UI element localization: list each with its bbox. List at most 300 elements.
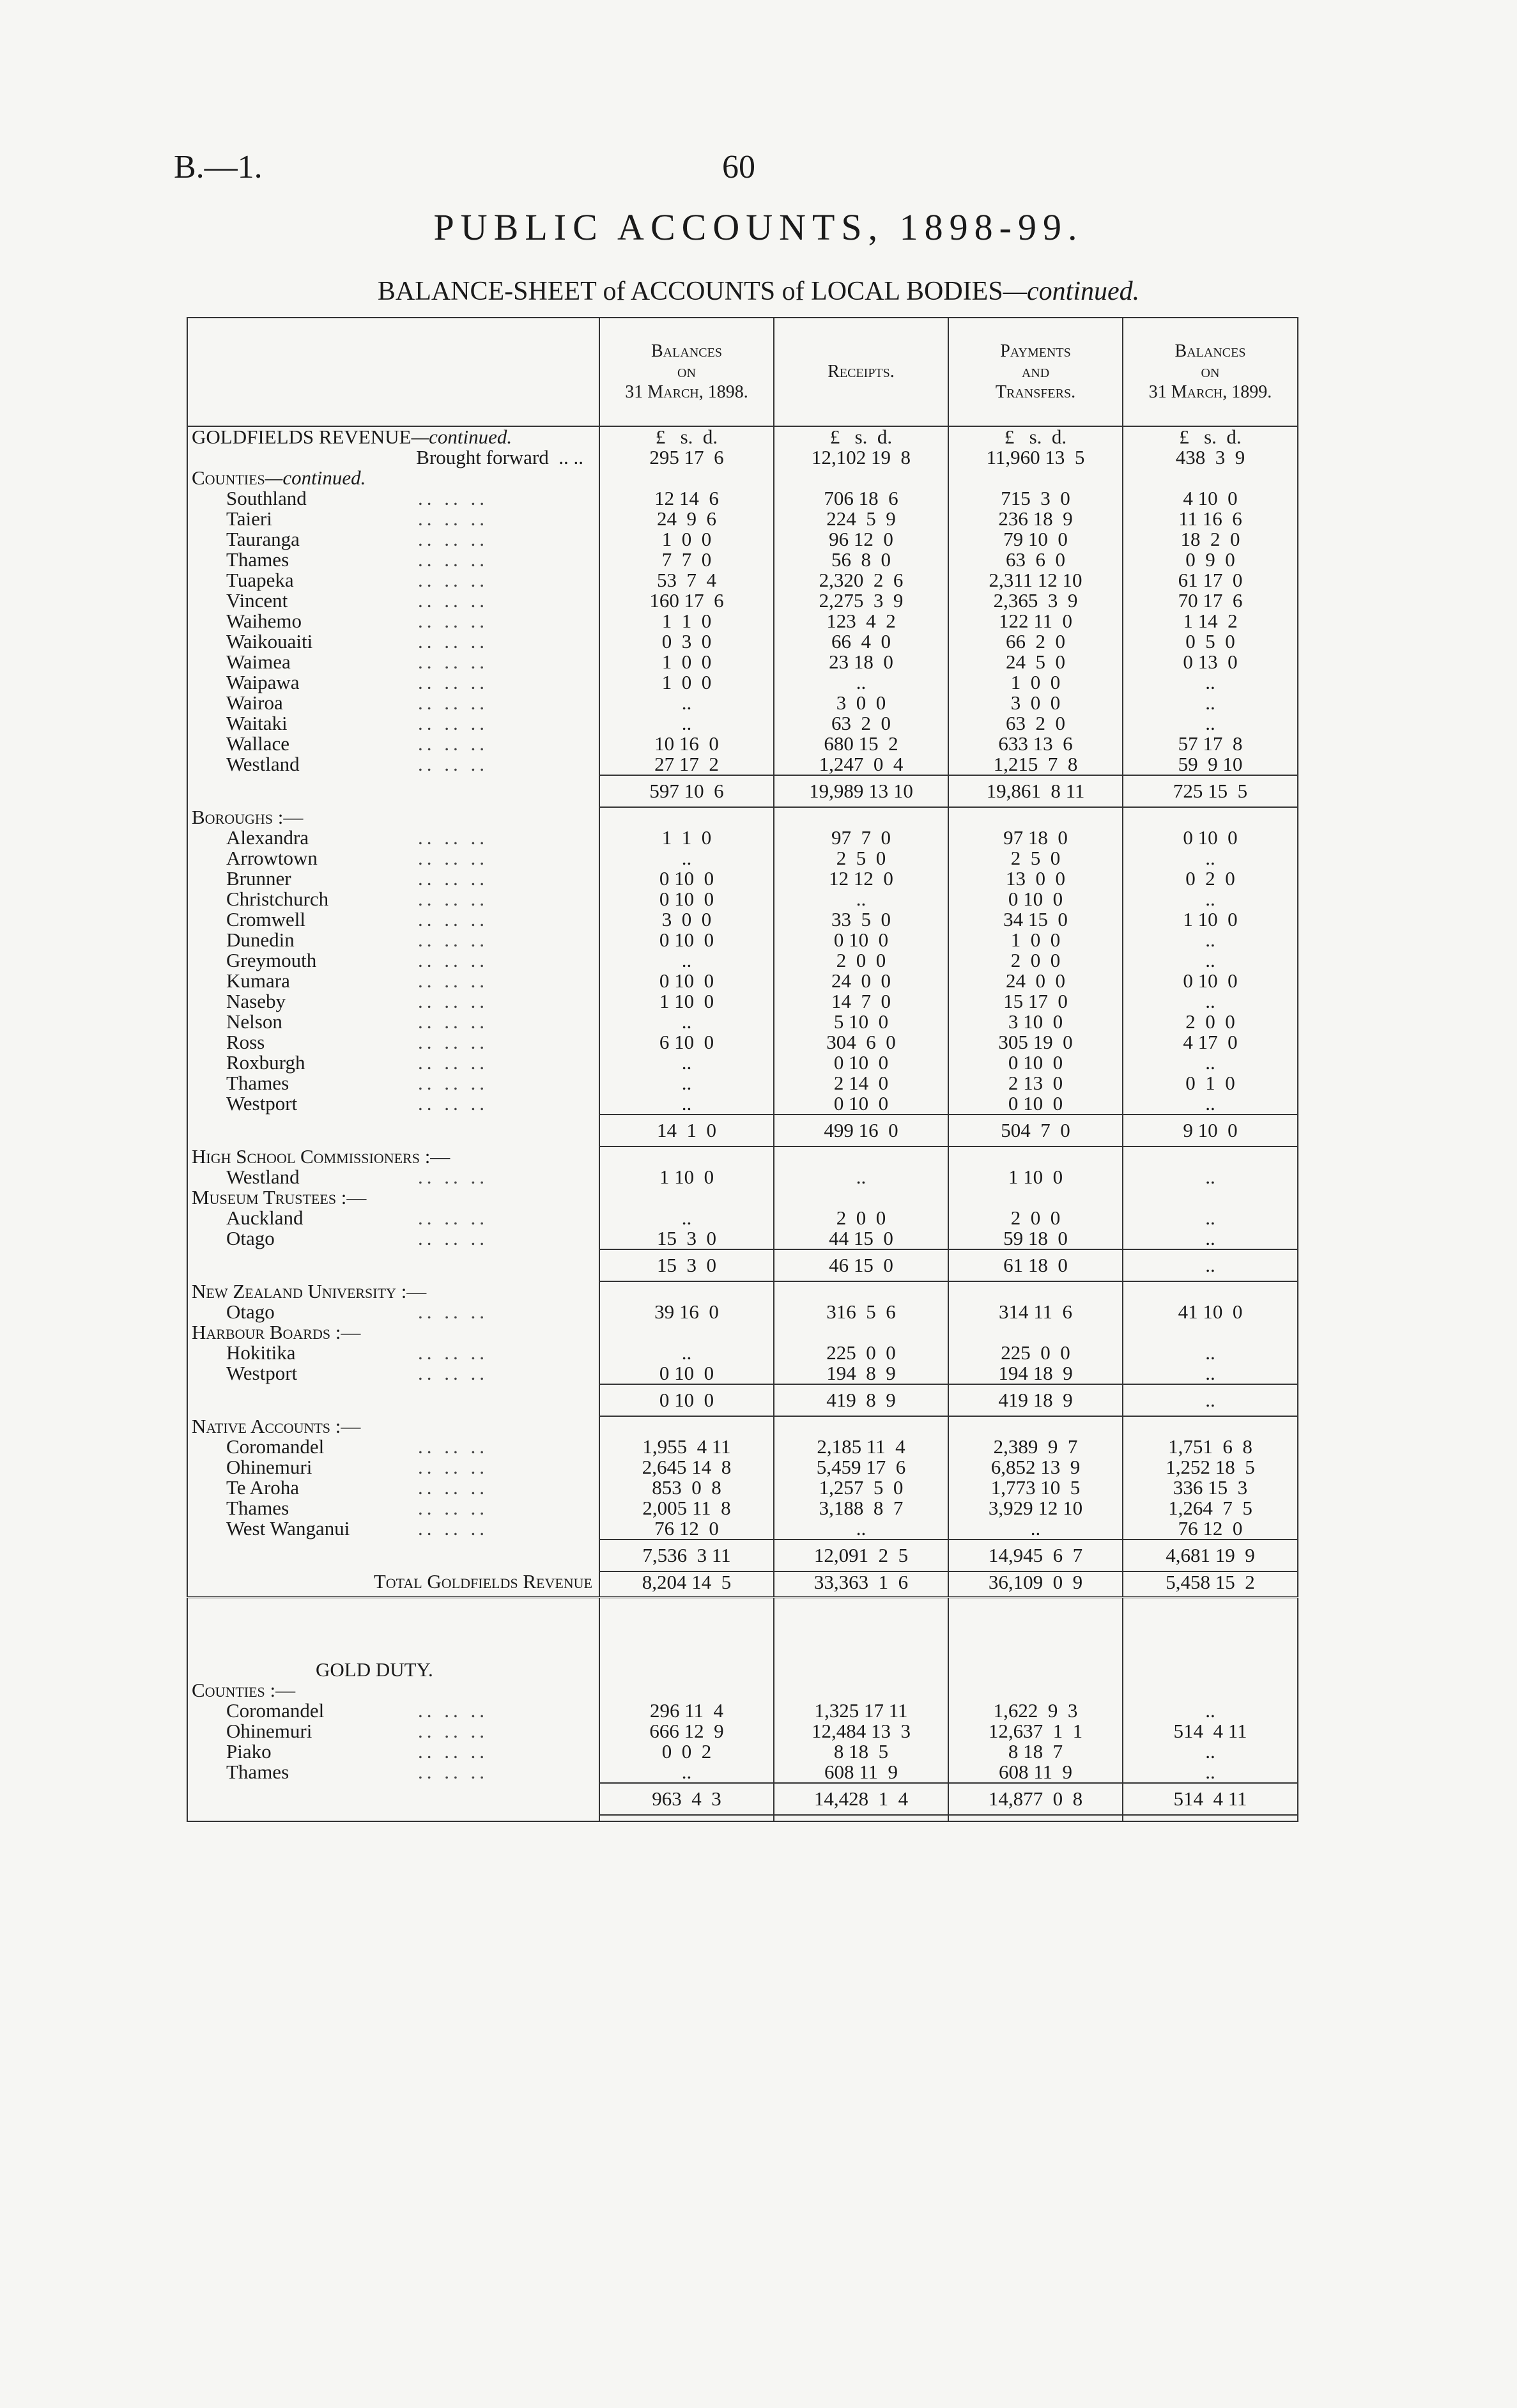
- empty-cell: [187, 1384, 599, 1416]
- value-cell: 53 7 4: [599, 570, 774, 590]
- entity-name: Tauranga: [226, 528, 300, 550]
- entity-name: Taieri: [226, 507, 272, 530]
- empty-cell: [599, 1598, 774, 1681]
- value-cell: 225 0 0: [948, 1343, 1123, 1363]
- value-cell: 0 10 0: [599, 1363, 774, 1384]
- empty-cell: [948, 807, 1123, 828]
- empty-cell: [774, 1281, 948, 1302]
- leader-dots: .. .. ..: [418, 569, 488, 591]
- row-label: [187, 488, 599, 509]
- table-row: [187, 672, 1298, 693]
- table-row: [187, 550, 1298, 570]
- value-cell: 3,188 8 7: [774, 1498, 948, 1518]
- empty-cell: [774, 1416, 948, 1437]
- empty-cell: [599, 1322, 774, 1343]
- value-cell: 1 10 0: [599, 1167, 774, 1187]
- value-cell: 11 16 6: [1123, 509, 1298, 529]
- leader-dots: .. .. ..: [418, 548, 488, 571]
- leader-dots: .. .. ..: [418, 753, 488, 775]
- entity-name: Wairoa: [226, 691, 283, 714]
- entity-name: Te Aroha: [226, 1476, 300, 1499]
- value-cell: ..: [1123, 1167, 1298, 1187]
- value-cell: 97 18 0: [948, 828, 1123, 848]
- value-cell: 24 0 0: [948, 971, 1123, 991]
- value-cell: 0 5 0: [1123, 631, 1298, 652]
- empty-cell: [948, 468, 1123, 488]
- value-cell: 12 14 6: [599, 488, 774, 509]
- value-cell: 123 4 2: [774, 611, 948, 631]
- leader-dots: .. .. ..: [418, 1300, 488, 1323]
- empty-cell: [774, 1322, 948, 1343]
- value-cell: 12,637 1 1: [948, 1721, 1123, 1741]
- entity-name: Waikouaiti: [226, 630, 313, 652]
- subtotal-cell: 14,428 1 4: [774, 1783, 948, 1815]
- value-cell: 2 0 0: [774, 1208, 948, 1228]
- value-cell: ..: [1123, 1228, 1298, 1249]
- row-label: [187, 1478, 599, 1498]
- value-cell: 236 18 9: [948, 509, 1123, 529]
- leader-dots: .. .. ..: [418, 1341, 488, 1364]
- leader-dots: .. .. ..: [418, 1227, 488, 1249]
- leader-dots: .. .. ..: [418, 990, 488, 1012]
- value-cell: ..: [599, 1012, 774, 1032]
- leader-dots: .. .. ..: [418, 651, 488, 673]
- table-row: [187, 909, 1298, 930]
- subtotal-cell: 19,989 13 10: [774, 775, 948, 807]
- subtotal-cell: 0 10 0: [599, 1384, 774, 1416]
- empty-cell: [1123, 1322, 1298, 1343]
- value-cell: 336 15 3: [1123, 1478, 1298, 1498]
- value-cell: 24 9 6: [599, 509, 774, 529]
- value-cell: ..: [599, 848, 774, 868]
- row-label: [187, 889, 599, 909]
- value-cell: 0 2 0: [1123, 868, 1298, 889]
- table-row: [187, 828, 1298, 848]
- value-cell: 1 10 0: [948, 1167, 1123, 1187]
- value-cell: 0 10 0: [774, 1093, 948, 1115]
- entity-name: Waihemo: [226, 610, 302, 632]
- balance-sheet-table: [187, 317, 1298, 1822]
- value-cell: 2,365 3 9: [948, 590, 1123, 611]
- subtotal-cell: 14,945 6 7: [948, 1540, 1123, 1571]
- value-cell: 0 3 0: [599, 631, 774, 652]
- empty-cell: [948, 1598, 1123, 1681]
- value-cell: ..: [774, 1518, 948, 1540]
- group-heading-row: [187, 1187, 1298, 1208]
- leader-dots: .. .. ..: [418, 487, 488, 509]
- header-receipts: Receipts.: [774, 318, 948, 426]
- value-cell: ..: [1123, 1363, 1298, 1384]
- leader-dots: .. .. ..: [418, 507, 488, 530]
- value-cell: 1 10 0: [1123, 909, 1298, 930]
- empty-cell: [599, 1416, 774, 1437]
- leader-dots: .. .. ..: [418, 908, 488, 930]
- subtotal-cell: 597 10 6: [599, 775, 774, 807]
- value-cell: ..: [599, 1093, 774, 1115]
- subtotal-cell: 15 3 0: [599, 1249, 774, 1281]
- table-row: [187, 1053, 1298, 1073]
- grand-total-cell: 33,363 1 6: [774, 1571, 948, 1593]
- leader-dots: .. .. ..: [418, 1051, 488, 1074]
- page-number: 60: [722, 149, 755, 185]
- value-cell: ..: [774, 1167, 948, 1187]
- leader-dots: .. .. ..: [418, 1362, 488, 1384]
- value-cell: 14 7 0: [774, 991, 948, 1012]
- entity-name: Auckland: [226, 1207, 304, 1229]
- value-cell: 2,185 11 4: [774, 1437, 948, 1457]
- value-cell: 2,645 14 8: [599, 1457, 774, 1478]
- entity-name: Christchurch: [226, 888, 329, 910]
- page-subtitle: [0, 276, 1517, 307]
- gold-duty-heading: GOLD DUTY.: [187, 1598, 599, 1681]
- row-label: [187, 1012, 599, 1032]
- table-row: [187, 611, 1298, 631]
- value-cell: ..: [1123, 672, 1298, 693]
- value-cell: ..: [1123, 848, 1298, 868]
- row-label: [187, 652, 599, 672]
- entity-name: Thames: [226, 1497, 289, 1519]
- value-cell: ..: [599, 1073, 774, 1093]
- value-cell: 2,389 9 7: [948, 1437, 1123, 1457]
- table-row: [187, 590, 1298, 611]
- entity-name: Westport: [226, 1362, 298, 1384]
- leader-dots: .. .. ..: [418, 1092, 488, 1115]
- value-cell: 2,311 12 10: [948, 570, 1123, 590]
- table-row: [187, 950, 1298, 971]
- group-heading: Harbour Boards :—: [187, 1322, 599, 1343]
- value-cell: 0 10 0: [774, 930, 948, 950]
- leader-dots: .. .. ..: [418, 528, 488, 550]
- table-row: [187, 529, 1298, 550]
- value-cell: ..: [1123, 693, 1298, 713]
- table-row: [187, 991, 1298, 1012]
- value-cell: 18 2 0: [1123, 529, 1298, 550]
- value-cell: 27 17 2: [599, 754, 774, 775]
- group-heading-row: [187, 1680, 1298, 1701]
- value-cell: 1 0 0: [948, 930, 1123, 950]
- group-heading: Museum Trustees :—: [187, 1187, 599, 1208]
- value-cell: ..: [1123, 1208, 1298, 1228]
- row-label: [187, 550, 599, 570]
- value-cell: 76 12 0: [599, 1518, 774, 1540]
- entity-name: Waipawa: [226, 671, 300, 693]
- value-cell: 15 17 0: [948, 991, 1123, 1012]
- table-row: [187, 1032, 1298, 1053]
- value-cell: 2 0 0: [774, 950, 948, 971]
- entity-name: Ohinemuri: [226, 1456, 312, 1478]
- leader-dots: .. .. ..: [418, 691, 488, 714]
- subtitle-continued: —continued.: [1003, 277, 1140, 306]
- leader-dots: .. .. ..: [418, 630, 488, 652]
- table-header-row: [187, 318, 1298, 426]
- empty-cell: [187, 1783, 599, 1815]
- value-cell: 1,252 18 5: [1123, 1457, 1298, 1478]
- group-heading: Native Accounts :—: [187, 1416, 599, 1437]
- value-cell: 514 4 11: [1123, 1721, 1298, 1741]
- leader-dots: .. .. ..: [418, 1517, 488, 1540]
- subtotal-cell: ..: [1123, 1249, 1298, 1281]
- empty-cell: [187, 775, 599, 807]
- subtotal-cell: 9 10 0: [1123, 1115, 1298, 1146]
- row-label: [187, 1741, 599, 1762]
- value-cell: 225 0 0: [774, 1343, 948, 1363]
- value-cell: 8 18 5: [774, 1741, 948, 1762]
- row-label: [187, 713, 599, 734]
- value-cell: 633 13 6: [948, 734, 1123, 754]
- value-cell: 314 11 6: [948, 1302, 1123, 1322]
- value-cell: 61 17 0: [1123, 570, 1298, 590]
- table-row: [187, 1457, 1298, 1478]
- value-cell: 7 7 0: [599, 550, 774, 570]
- value-cell: 0 10 0: [599, 971, 774, 991]
- empty-cell: [1123, 1146, 1298, 1167]
- table-row: [187, 1478, 1298, 1498]
- subtotal-row: [187, 1540, 1298, 1571]
- empty-cell: [599, 1593, 774, 1598]
- value-cell: 0 10 0: [1123, 828, 1298, 848]
- value-cell: 0 10 0: [599, 930, 774, 950]
- value-cell: 34 15 0: [948, 909, 1123, 930]
- subtitle-main: BALANCE-SHEET of ACCOUNTS of LOCAL BODIES: [377, 277, 1003, 306]
- row-label: [187, 848, 599, 868]
- entity-name: Naseby: [226, 990, 286, 1012]
- group-heading-row: [187, 1416, 1298, 1437]
- table-row: [187, 1167, 1298, 1187]
- table-row: [187, 652, 1298, 672]
- brought-forward-label: Brought forward .. ..: [187, 447, 599, 468]
- subtotal-row: [187, 1384, 1298, 1416]
- leader-dots: .. .. ..: [418, 1166, 488, 1188]
- section-heading-row: [187, 426, 1298, 447]
- table-row: [187, 1363, 1298, 1384]
- row-label: [187, 611, 599, 631]
- table-row: [187, 693, 1298, 713]
- empty-cell: [774, 807, 948, 828]
- value-cell: 3 0 0: [599, 909, 774, 930]
- table-row: [187, 1073, 1298, 1093]
- subtotal-row: [187, 775, 1298, 807]
- value-cell: ..: [1123, 1762, 1298, 1783]
- entity-name: Cromwell: [226, 908, 305, 930]
- entity-name: Kumara: [226, 969, 290, 992]
- value-cell: 1 10 0: [599, 991, 774, 1012]
- value-cell: 12,484 13 3: [774, 1721, 948, 1741]
- value-cell: 0 10 0: [948, 1053, 1123, 1073]
- row-label: [187, 909, 599, 930]
- table-row: [187, 889, 1298, 909]
- value-cell: ..: [599, 1762, 774, 1783]
- table-row: [187, 570, 1298, 590]
- entity-name: Brunner: [226, 867, 291, 890]
- empty-cell: [1123, 1815, 1298, 1821]
- table-row: [187, 1518, 1298, 1540]
- group-heading: Counties :—: [187, 1680, 599, 1701]
- table-row: [187, 734, 1298, 754]
- entity-name: Ross: [226, 1031, 265, 1053]
- table-row: [187, 1498, 1298, 1518]
- subtotal-cell: 725 15 5: [1123, 775, 1298, 807]
- value-cell: 66 4 0: [774, 631, 948, 652]
- group-heading: Counties—continued.: [187, 468, 599, 488]
- subtotal-cell: 7,536 3 11: [599, 1540, 774, 1571]
- subtotal-cell: 12,091 2 5: [774, 1540, 948, 1571]
- table-row: [187, 1762, 1298, 1783]
- grand-total-row: [187, 1571, 1298, 1593]
- leader-dots: .. .. ..: [418, 712, 488, 734]
- table-close-rule: [187, 1815, 1298, 1821]
- subtotal-row: [187, 1783, 1298, 1815]
- section-heading: GOLDFIELDS REVENUE—continued.: [187, 426, 599, 447]
- row-label: [187, 672, 599, 693]
- value-cell: 11,960 13 5: [948, 447, 1123, 468]
- row-label: [187, 693, 599, 713]
- value-cell: 41 10 0: [1123, 1302, 1298, 1322]
- table-row: [187, 1701, 1298, 1721]
- value-cell: 0 10 0: [599, 889, 774, 909]
- group-heading: High School Commissioners :—: [187, 1146, 599, 1167]
- row-label: [187, 1093, 599, 1115]
- value-cell: 1,264 7 5: [1123, 1498, 1298, 1518]
- currency-heading: £ s. d.: [599, 426, 774, 447]
- value-cell: 1 0 0: [599, 672, 774, 693]
- value-cell: 2 0 0: [948, 950, 1123, 971]
- row-label: [187, 1167, 599, 1187]
- entity-name: Thames: [226, 1761, 289, 1783]
- value-cell: 1 1 0: [599, 611, 774, 631]
- value-cell: 2 5 0: [948, 848, 1123, 868]
- subtotal-cell: 19,861 8 11: [948, 775, 1123, 807]
- group-heading-row: [187, 468, 1298, 488]
- value-cell: ..: [599, 713, 774, 734]
- gold-duty-heading-row: [187, 1598, 1298, 1681]
- empty-cell: [948, 1322, 1123, 1343]
- empty-cell: [599, 468, 774, 488]
- grand-total-label: Total Goldfields Revenue: [187, 1571, 599, 1593]
- leader-dots: .. .. ..: [418, 1207, 488, 1229]
- entity-name: Wallace: [226, 732, 290, 755]
- table-row: [187, 868, 1298, 889]
- entity-name: Hokitika: [226, 1341, 296, 1364]
- value-cell: 1 14 2: [1123, 611, 1298, 631]
- entity-name: Alexandra: [226, 826, 309, 849]
- value-cell: 59 18 0: [948, 1228, 1123, 1249]
- table-row: [187, 1302, 1298, 1322]
- empty-cell: [1123, 1598, 1298, 1681]
- value-cell: 3 0 0: [948, 693, 1123, 713]
- value-cell: 56 8 0: [774, 550, 948, 570]
- leader-dots: .. .. ..: [418, 969, 488, 992]
- value-cell: 2 14 0: [774, 1073, 948, 1093]
- table-row: [187, 488, 1298, 509]
- entity-name: Southland: [226, 487, 307, 509]
- empty-cell: [948, 1593, 1123, 1598]
- value-cell: ..: [1123, 713, 1298, 734]
- entity-name: Roxburgh: [226, 1051, 305, 1074]
- row-label: [187, 1762, 599, 1783]
- value-cell: 66 2 0: [948, 631, 1123, 652]
- entity-name: Westland: [226, 1166, 300, 1188]
- value-cell: 438 3 9: [1123, 447, 1298, 468]
- leader-dots: .. .. ..: [418, 1761, 488, 1783]
- value-cell: 39 16 0: [599, 1302, 774, 1322]
- group-heading-row: [187, 807, 1298, 828]
- row-label: [187, 971, 599, 991]
- subtotal-cell: 963 4 3: [599, 1783, 774, 1815]
- value-cell: 2 5 0: [774, 848, 948, 868]
- value-cell: 59 9 10: [1123, 754, 1298, 775]
- empty-cell: [187, 1249, 599, 1281]
- value-cell: 5 10 0: [774, 1012, 948, 1032]
- value-cell: 1,622 9 3: [948, 1701, 1123, 1721]
- empty-cell: [774, 468, 948, 488]
- value-cell: 680 15 2: [774, 734, 948, 754]
- value-cell: 3,929 12 10: [948, 1498, 1123, 1518]
- row-label: [187, 734, 599, 754]
- leader-dots: .. .. ..: [418, 1435, 488, 1458]
- entity-name: Nelson: [226, 1010, 282, 1033]
- leader-dots: .. .. ..: [418, 589, 488, 612]
- row-label: [187, 930, 599, 950]
- row-label: [187, 1498, 599, 1518]
- value-cell: ..: [1123, 1701, 1298, 1721]
- value-cell: ..: [1123, 1053, 1298, 1073]
- value-cell: 12 12 0: [774, 868, 948, 889]
- value-cell: 33 5 0: [774, 909, 948, 930]
- subtotal-cell: 61 18 0: [948, 1249, 1123, 1281]
- subtotal-cell: 14,877 0 8: [948, 1783, 1123, 1815]
- empty-cell: [187, 1593, 599, 1598]
- leader-dots: .. .. ..: [418, 1072, 488, 1094]
- entity-name: Coromandel: [226, 1699, 325, 1722]
- row-label: [187, 1457, 599, 1478]
- entity-name: Westland: [226, 753, 300, 775]
- empty-cell: [599, 1680, 774, 1701]
- entity-name: Otago: [226, 1300, 275, 1323]
- grand-total-cell: 36,109 0 9: [948, 1571, 1123, 1593]
- empty-cell: [187, 1815, 599, 1821]
- group-heading-row: [187, 1146, 1298, 1167]
- table-row: [187, 631, 1298, 652]
- group-heading: New Zealand University :—: [187, 1281, 599, 1302]
- value-cell: 316 5 6: [774, 1302, 948, 1322]
- table-row: [187, 971, 1298, 991]
- value-cell: 0 13 0: [1123, 652, 1298, 672]
- leader-dots: .. .. ..: [418, 1031, 488, 1053]
- subtotal-row: [187, 1249, 1298, 1281]
- entity-name: Vincent: [226, 589, 288, 612]
- row-label: [187, 1343, 599, 1363]
- leader-dots: .. .. ..: [418, 1497, 488, 1519]
- value-cell: 305 19 0: [948, 1032, 1123, 1053]
- table-body: [187, 426, 1298, 1821]
- value-cell: ..: [948, 1518, 1123, 1540]
- row-label: [187, 631, 599, 652]
- subtotal-cell: 419 18 9: [948, 1384, 1123, 1416]
- empty-cell: [774, 1593, 948, 1598]
- row-label: [187, 1032, 599, 1053]
- table-row: [187, 713, 1298, 734]
- leader-dots: .. .. ..: [418, 867, 488, 890]
- empty-cell: [1123, 468, 1298, 488]
- value-cell: 44 15 0: [774, 1228, 948, 1249]
- empty-cell: [948, 1146, 1123, 1167]
- value-cell: ..: [1123, 889, 1298, 909]
- value-cell: 0 10 0: [948, 889, 1123, 909]
- empty-cell: [774, 1815, 948, 1821]
- value-cell: 2 0 0: [1123, 1012, 1298, 1032]
- entity-name: Coromandel: [226, 1435, 325, 1458]
- empty-cell: [1123, 1593, 1298, 1598]
